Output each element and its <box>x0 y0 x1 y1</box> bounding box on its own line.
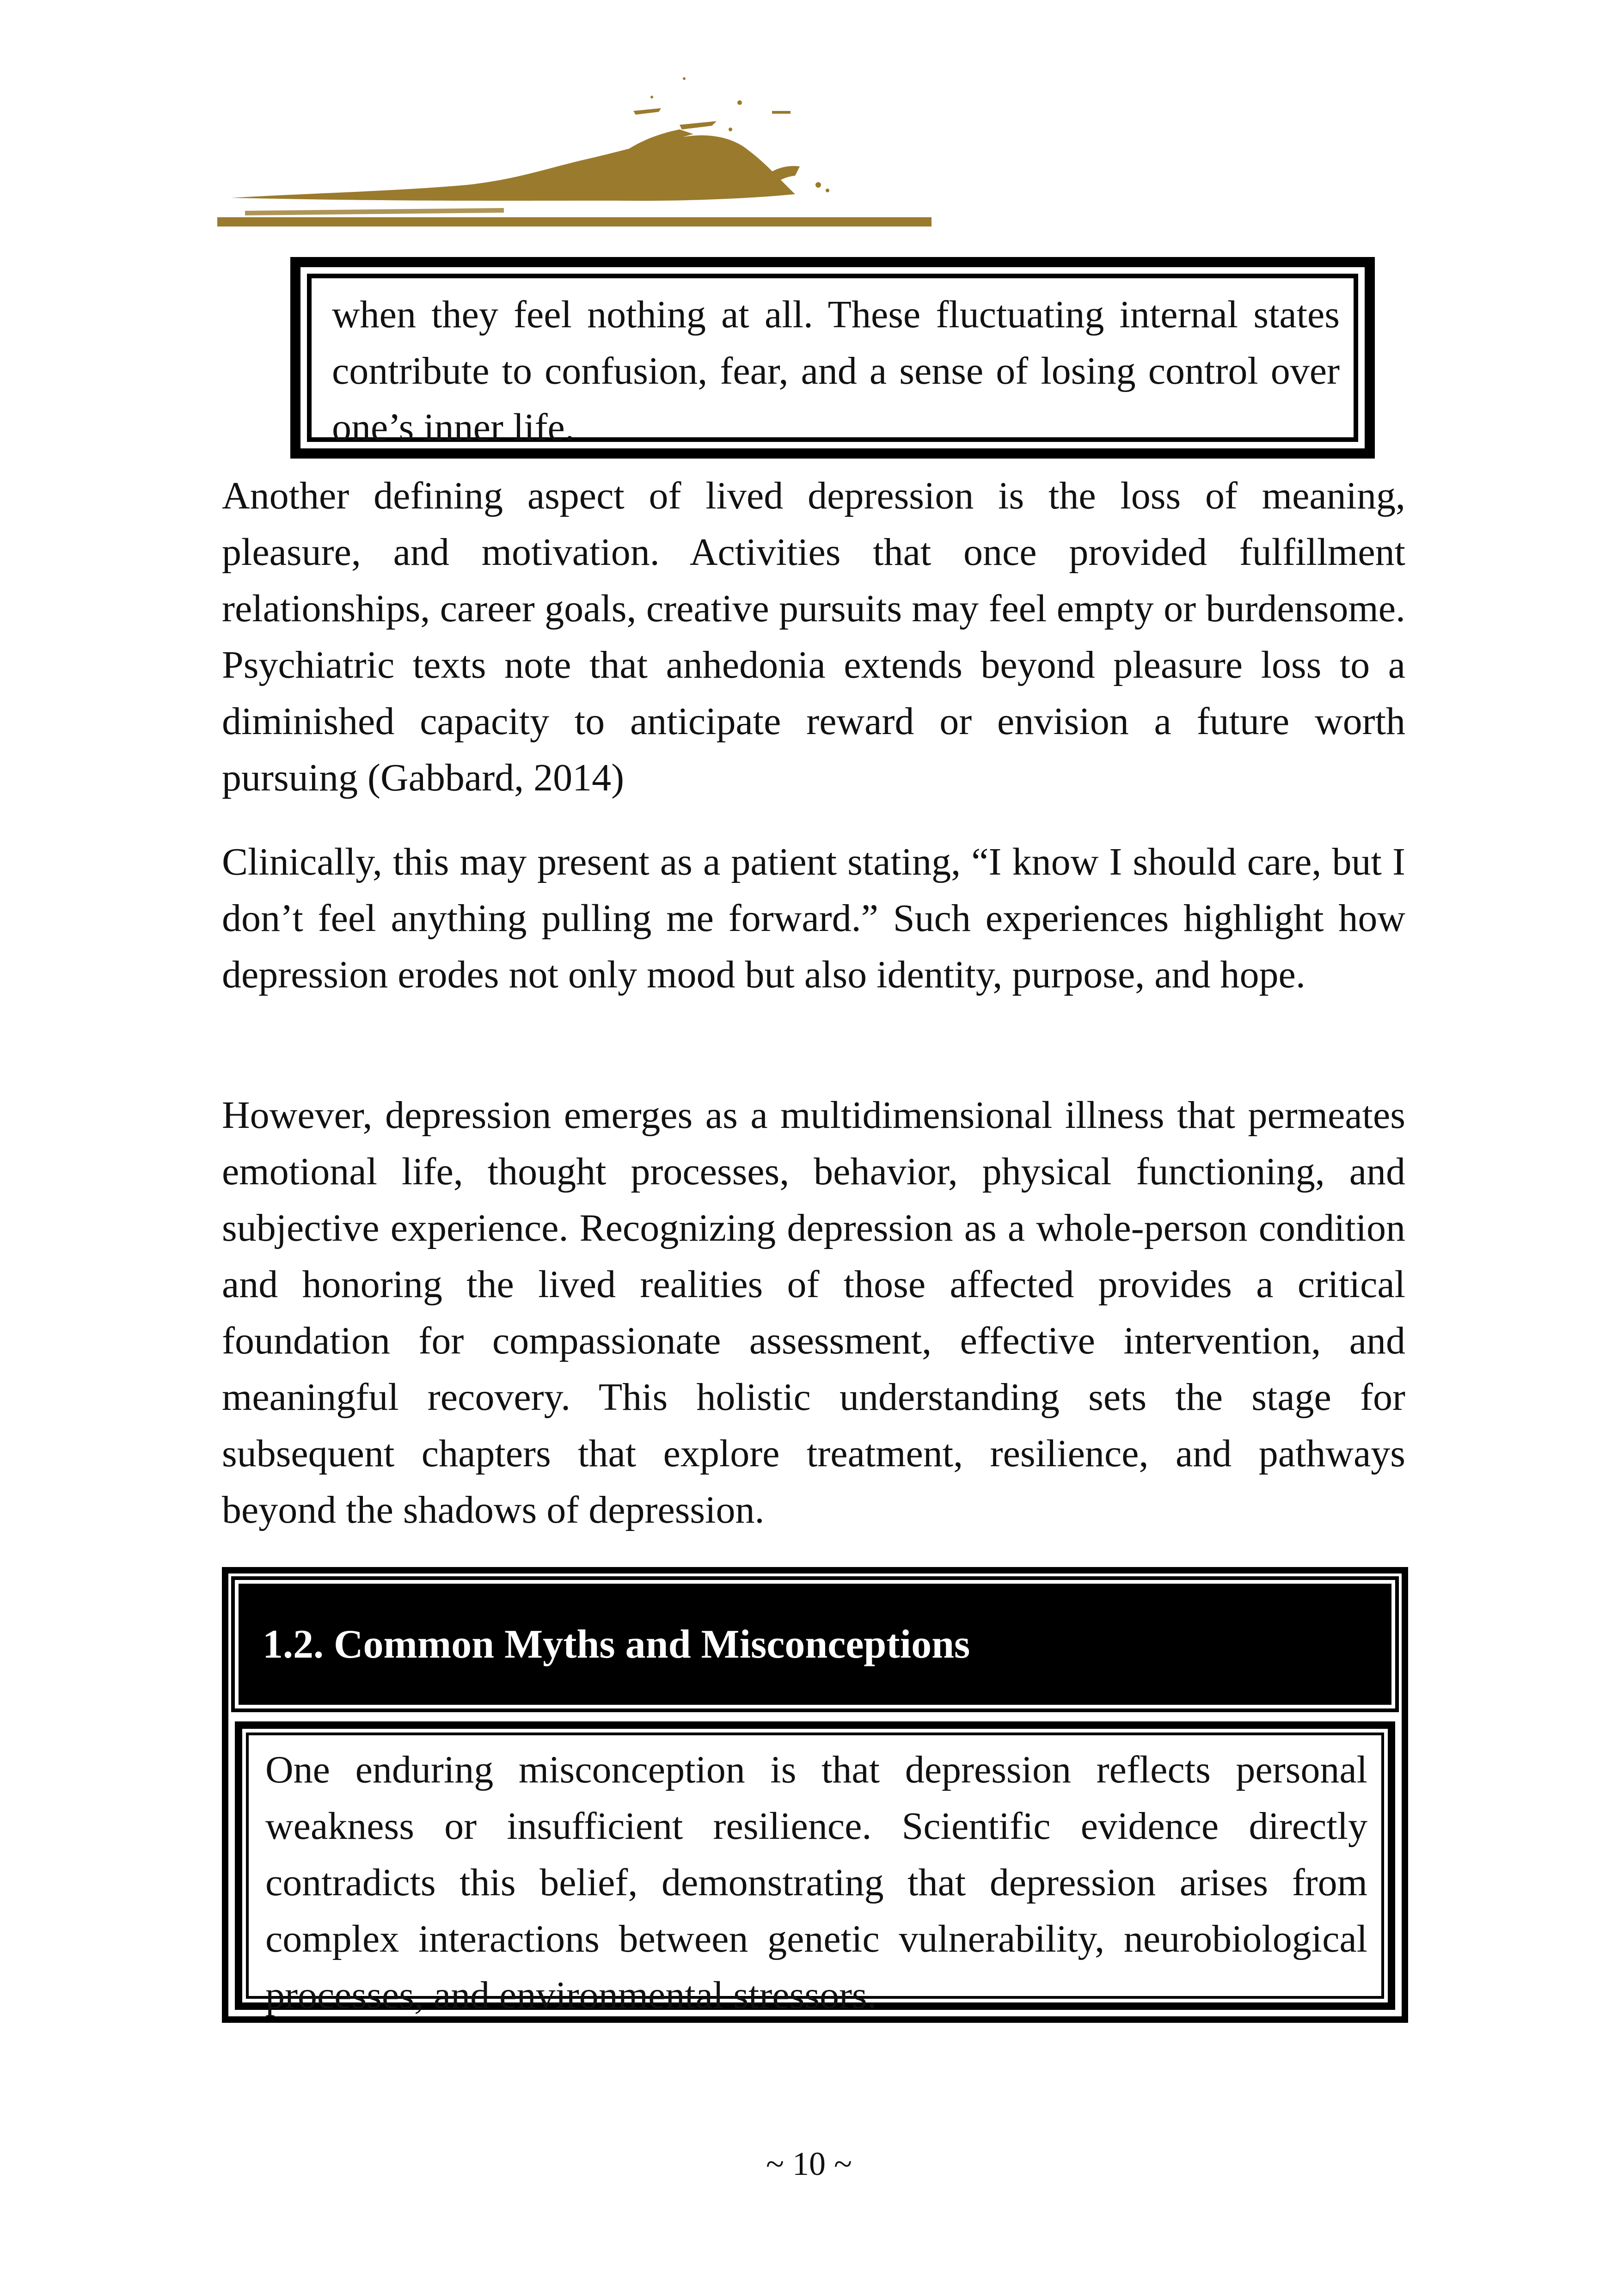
callout-inner-frame <box>307 274 1358 449</box>
body-paragraph-2: Clinically, this may present as a patient stating, “I know I should care, but I don’t feel anything pulling me forward.” Such experiences highlight how depression erodes not only mood but also identity, purpose, and hope. <box>222 840 1405 996</box>
page-number: ~ 10 ~ <box>766 2145 852 2182</box>
body-paragraph-1: Another defining aspect of lived depression is the loss of meaning, pleasure, and motivation. Activities that once provided fulfillment relationships, career goals, creative pursuits may feel empty or burdensome. Psychiatric texts note that anhedonia extends beyond pleasure loss to a diminished capacity to anticipate reward or envision a future worth pursuing (Gabbard, 2014) <box>222 474 1405 799</box>
section-title-bar <box>235 1580 1395 1708</box>
callout-text: when they feel nothing at all. These fluctuating internal states contribute to confusion, fear, and a sense of losing control over one’s inner life. <box>332 293 1340 449</box>
body-paragraph-3: However, depression emerges as a multidimensional illness that permeates emotional life, thought processes, behavior, physical functioning, and subjective experience. Recognizing depression as a whole-person condition and honoring the lived realities of those affected provides a critical foundation for compassionate assessment, effective intervention, and meaningful recovery. This holistic understanding sets the stage for subsequent chapters that explore treatment, resilience, and pathways beyond the shadows of depression. <box>222 1094 1405 1531</box>
section-body-frame <box>235 1721 1395 2017</box>
section-body-text: One enduring misconception is that depression reflects personal weakness or insufficient resilience. Scientific evidence directly contradicts this belief, demonstrating that depression arises from complex interactions between genetic vulnerability, neurobiological processes, and environmental stressors. <box>265 1748 1367 2017</box>
continuation-callout-box <box>290 257 1375 459</box>
header-brush-ornament <box>217 60 938 236</box>
section-box <box>222 1567 1408 2023</box>
section-heading: 1.2. Common Myths and Misconceptions <box>263 1622 970 1667</box>
section-body-inner-frame <box>246 1733 1384 2017</box>
